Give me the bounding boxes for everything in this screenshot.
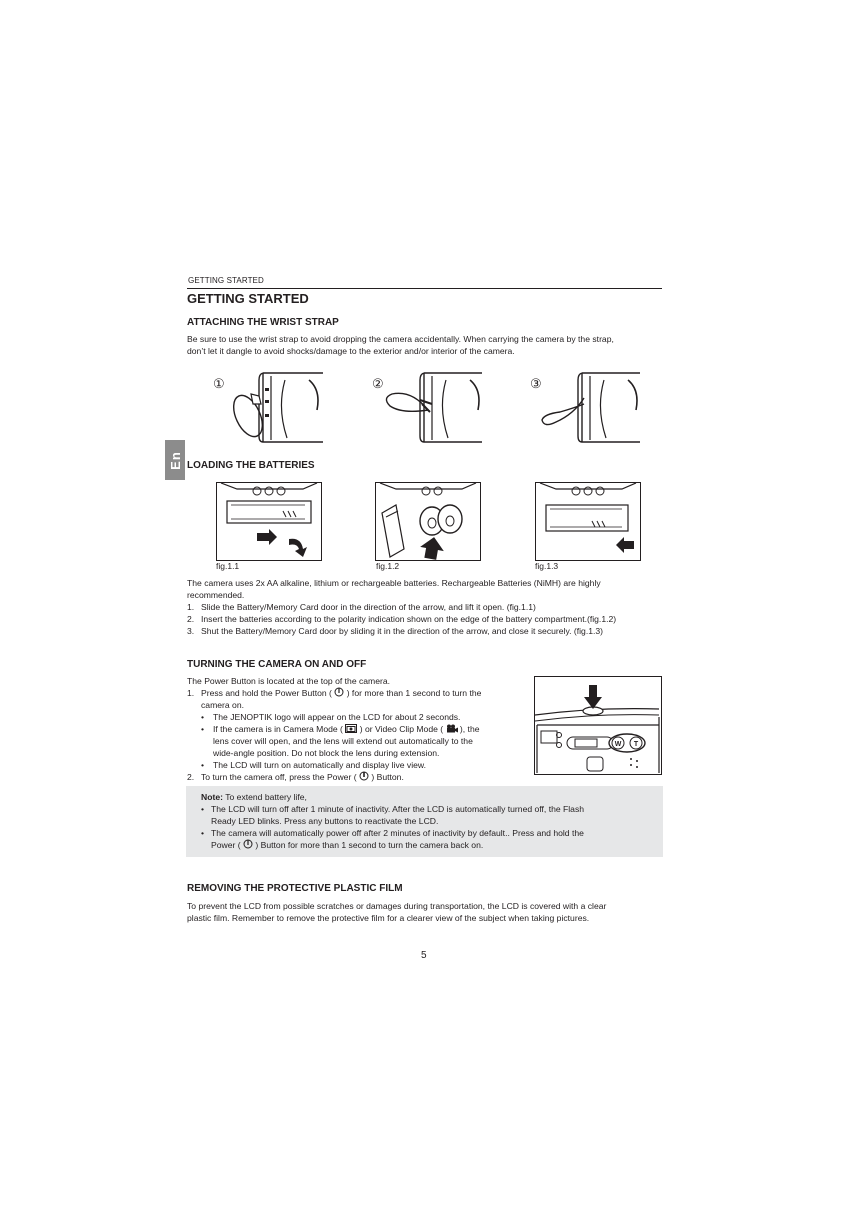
battery-door-close-drawing-icon — [536, 483, 640, 560]
power-bullet — [187, 723, 527, 735]
wrist-strap-text — [187, 333, 667, 357]
batteries-intro-line: The camera uses 2x AA alkaline, lithium or rechargeable batteries. Rechargeable Batteries (NiMH) are highly — [187, 578, 601, 588]
bullet-text: lens cover will open, and the lens will extend out automatically to the — [213, 736, 473, 746]
figure-caption: fig.1.2 — [376, 561, 400, 571]
figure-1-2 — [375, 482, 481, 561]
battery-insert-drawing-icon — [376, 483, 480, 560]
power-icon — [359, 771, 369, 781]
bullet-text: Power ( — [211, 840, 241, 850]
note-content — [201, 791, 584, 851]
language-tab — [165, 440, 185, 480]
batteries-step — [187, 613, 667, 625]
figure-1-3 — [535, 482, 641, 561]
camera-top-drawing-icon — [535, 677, 661, 774]
bullet-text: The camera will automatically power off after 2 minutes of inactivity by default.. Press and hold the — [211, 828, 584, 838]
step-number: 1. — [187, 688, 195, 698]
page-number: 5 — [421, 950, 427, 961]
bullet-text: ) Button for more than 1 second to turn the camera back on. — [255, 840, 484, 850]
strap-illustration-1 — [213, 370, 325, 448]
bullet-text: The LCD will turn on automatically and display live view. — [213, 760, 427, 770]
zoom-wide-label: W — [614, 741, 622, 748]
bullet-text: wide-angle position. Do not block the lens during extension. — [213, 748, 440, 758]
note-bullet — [201, 827, 584, 839]
note-label: Note: — [201, 792, 223, 802]
batteries-text — [187, 577, 667, 637]
bullet-text: If the camera is in Camera Mode ( — [213, 724, 343, 734]
camera-side-drawing-icon — [213, 370, 325, 448]
note-heading — [201, 791, 584, 803]
step-number: 3. — [187, 626, 195, 636]
step-text: Slide the Battery/Memory Card door in the direction of the arrow, and lift it open. (fig.1.1) — [201, 602, 536, 612]
batteries-step — [187, 601, 667, 613]
note-box — [186, 786, 663, 857]
bullet: • — [201, 760, 205, 770]
section-title-power: TURNING THE CAMERA ON AND OFF — [187, 659, 367, 670]
power-intro: The Power Button is located at the top of the camera. — [187, 676, 391, 686]
bullet-text: The JENOPTIK logo will appear on the LCD for about 2 seconds. — [213, 712, 461, 722]
step-number: 2. — [187, 614, 195, 624]
bullet: • — [201, 712, 205, 722]
video-clip-mode-icon — [446, 724, 458, 733]
step-text: Press and hold the Power Button ( — [201, 688, 332, 698]
bullet: • — [201, 724, 205, 734]
header-rule — [187, 288, 662, 289]
film-text-line: plastic film. Remember to remove the protective film for a clearer view of the subject when taking pictures. — [187, 913, 590, 923]
film-text-line: To prevent the LCD from possible scratches or damages during transportation, the LCD is covered with a clear — [187, 901, 607, 911]
figure-caption: fig.1.1 — [216, 561, 240, 571]
bullet: • — [201, 804, 205, 814]
power-bullet — [187, 711, 527, 723]
note-bullet-continued — [201, 839, 584, 851]
step-number-2: ② — [372, 376, 384, 391]
bullet: • — [201, 828, 205, 838]
step-number: 2. — [187, 772, 195, 782]
section-title-film: REMOVING THE PROTECTIVE PLASTIC FILM — [187, 883, 403, 894]
camera-side-drawing-icon — [372, 370, 484, 448]
step-number-3: ③ — [530, 376, 542, 391]
figure-caption: fig.1.3 — [535, 561, 559, 571]
battery-door-open-drawing-icon — [217, 483, 321, 560]
camera-side-drawing-icon — [530, 370, 642, 448]
power-step-1 — [187, 687, 527, 699]
note-label-text: To extend battery life, — [222, 792, 307, 802]
page-title: GETTING STARTED — [187, 291, 309, 306]
batteries-intro-line: recommended. — [187, 590, 245, 600]
bullet-text: The LCD will turn off after 1 minute of inactivity. After the LCD is automatically turned off, the Flash — [211, 804, 585, 814]
power-step-2 — [187, 771, 527, 783]
section-title-wrist-strap: ATTACHING THE WRIST STRAP — [187, 317, 339, 328]
strap-illustration-2 — [372, 370, 484, 448]
step-text: To turn the camera off, press the Power ( — [201, 772, 357, 782]
step-number-1: ① — [213, 376, 225, 391]
running-head: GETTING STARTED — [188, 276, 264, 285]
bullet-text: Ready LED blinks. Press any buttons to reactivate the LCD. — [211, 816, 439, 826]
power-bullet — [187, 759, 527, 771]
wrist-strap-text-line: don’t let it dangle to avoid shocks/damage to the exterior and/or interior of the camera. — [187, 346, 515, 356]
step-number: 1. — [187, 602, 195, 612]
power-button-figure — [534, 676, 662, 775]
camera-mode-icon — [345, 724, 357, 733]
step-text: camera on. — [201, 700, 244, 710]
zoom-tele-label: T — [633, 741, 639, 748]
film-text — [187, 900, 667, 924]
strap-illustration-3 — [530, 370, 642, 448]
power-icon — [334, 687, 344, 697]
note-bullet — [201, 803, 584, 815]
bullet-text: ), the — [459, 724, 480, 734]
figure-1-1 — [216, 482, 322, 561]
batteries-step — [187, 625, 667, 637]
bullet-text: ) or Video Clip Mode ( — [359, 724, 444, 734]
step-text: Insert the batteries according to the polarity indication shown on the edge of the battery compartment.(fig.1.2) — [201, 614, 617, 624]
power-icon — [243, 839, 253, 849]
power-text — [187, 675, 527, 783]
step-text: Shut the Battery/Memory Card door by sliding it in the direction of the arrow, and close it securely. (fig.1.3) — [201, 626, 604, 636]
language-tab-label: En — [167, 450, 183, 470]
step-text: ) Button. — [371, 772, 404, 782]
step-text: ) for more than 1 second to turn the — [346, 688, 482, 698]
wrist-strap-text-line: Be sure to use the wrist strap to avoid dropping the camera accidentally. When carrying the camera by the strap, — [187, 334, 614, 344]
section-title-batteries: LOADING THE BATTERIES — [187, 460, 315, 471]
